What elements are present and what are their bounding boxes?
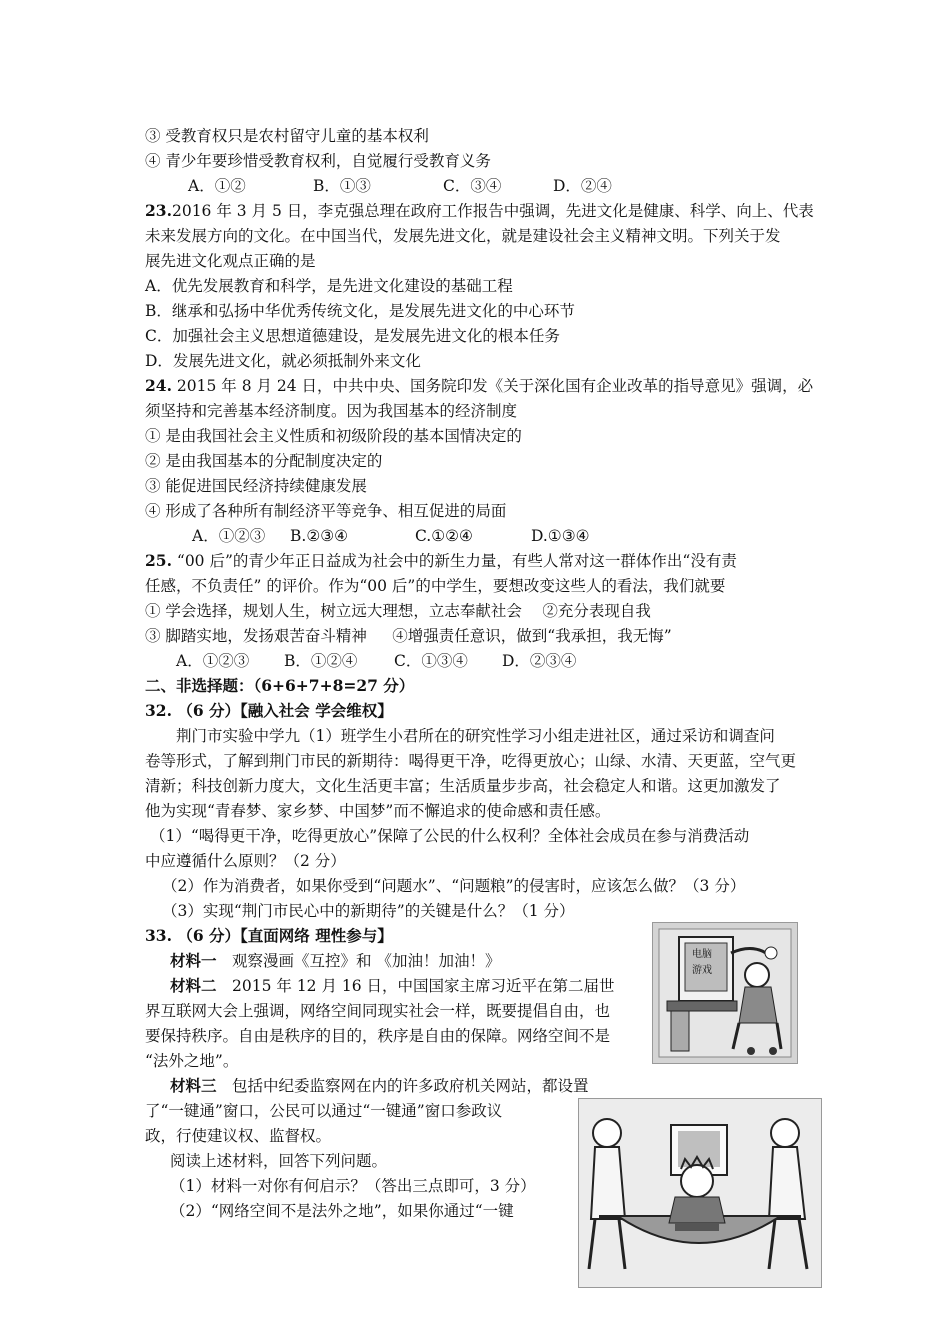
q22-options — [188, 175, 612, 197]
q22-option-c: C．③④ — [443, 177, 502, 195]
q33-instruction: 阅读上述材料，回答下列问题。 — [170, 1152, 388, 1170]
q32-material-line-3: 清新；科技创新力度大，文化生活更丰富；生活质量步步高，社会稳定人和谐。这更加激发了 — [145, 777, 781, 795]
q25-option-a: A．①②③ — [176, 652, 250, 670]
q24-option-c: C.①②④ — [415, 527, 473, 545]
cartoon-cheer-up-image — [578, 1098, 822, 1288]
q23-stem-line-3: 展先进文化观点正确的是 — [145, 252, 316, 270]
q33-question-1: （1）材料一对你有何启示？（答出三点即可，3 分） — [170, 1177, 536, 1195]
q23-option-b: B．继承和弘扬中华优秀传统文化，是发展先进文化的中心环节 — [145, 302, 575, 320]
q33-material-3-line-3: 政，行使建议权、监督权。 — [145, 1127, 332, 1145]
q25-stem-line-2: 任感，不负责任” 的评价。作为“00 后”的中学生，要想改变这些人的看法，我们就要 — [145, 577, 726, 595]
q24-stem-line-2: 须坚持和完善基本经济制度。因为我国基本的经济制度 — [145, 402, 518, 420]
q22-item-3: ③ 受教育权只是农村留守儿童的基本权利 — [145, 127, 429, 145]
q25-stem-line-1: 25. “00 后”的青少年正日益成为社会中的新生力量，有些人常对这一群体作出“没有责 — [145, 551, 737, 570]
cartoon-caption-line-1: 电脑 — [692, 949, 712, 960]
q33-m1-label: 材料一 — [170, 951, 217, 970]
q32-material-line-4: 他为实现“青春梦、家乡梦、中国梦”而不懈追求的使命感和责任感。 — [145, 802, 611, 820]
q24-option-a: A．①②③ — [192, 527, 266, 545]
q25-option-b: B．①②④ — [284, 652, 358, 670]
q33-material-2-line-2: 界互联网大会上强调，网络空间同现实社会一样，既要提倡自由，也 — [145, 1002, 611, 1020]
cartoon-mutual-control-drawing — [653, 923, 797, 1063]
q33-m3-label: 材料三 — [170, 1076, 217, 1095]
q32-header: 32. （6 分）【融入社会 学会维权】 — [145, 701, 393, 720]
q25-options — [176, 650, 576, 672]
q22-option-b: B．①③ — [313, 177, 371, 195]
q25-option-d: D．②③④ — [502, 652, 577, 670]
q33-material-2-line-3: 要保持秩序。自由是秩序的目的，秩序是自由的保障。网络空间不是 — [145, 1027, 611, 1045]
q23-option-d: D．发展先进文化，就必须抵制外来文化 — [145, 352, 421, 370]
q23-stem-line-1: 23.2016 年 3 月 5 日，李克强总理在政府工作报告中强调，先进文化是健康、科学、向上、代表 — [145, 201, 814, 220]
q23-option-a: A．优先发展教育和科学，是先进文化建设的基础工程 — [145, 277, 513, 295]
q32-question-1: （1）“喝得更干净，吃得更放心”保障了公民的什么权利？全体社会成员在参与消费活动 — [150, 827, 750, 845]
q32-question-3: （3）实现“荆门市民心中的新期待”的关键是什么？（1 分） — [162, 902, 575, 920]
q24-item-1: ① 是由我国社会主义性质和初级阶段的基本国情决定的 — [145, 427, 522, 445]
q24-option-b: B.②③④ — [290, 527, 349, 545]
q32-question-1-cont: 中应遵循什么原则？（2 分） — [145, 852, 346, 870]
q33-material-2-line-4: “法外之地”。 — [145, 1052, 239, 1070]
q24-item-4: ④ 形成了各种所有制经济平等竞争、相互促进的局面 — [145, 502, 507, 520]
q33-material-2-line-1: 材料二 2015 年 12 月 16 日，中国国家主席习近平在第二届世 — [170, 976, 615, 995]
q33-material-3-line-2: 了“一键通”窗口，公民可以通过“一键通”窗口参政议 — [145, 1102, 503, 1120]
q24-item-3: ③ 能促进国民经济持续健康发展 — [145, 477, 367, 495]
q24-number: 24. — [145, 376, 172, 395]
cartoon-mutual-control-image — [652, 922, 798, 1064]
q25-item-3-4: ③ 脚踏实地，发扬艰苦奋斗精神 ④增强责任意识，做到“我承担，我无悔” — [145, 627, 672, 645]
q23-stem-line-2: 未来发展方向的文化。在中国当代，发展先进文化，就是建设社会主义精神文明。下列关于发 — [145, 227, 781, 245]
q23-option-c: C．加强社会主义思想道德建设，是发展先进文化的根本任务 — [145, 327, 560, 345]
q25-item-1-2: ① 学会选择，规划人生，树立远大理想，立志奉献社会 ②充分表现自我 — [145, 602, 651, 620]
cartoon-cheer-up-drawing — [579, 1099, 821, 1287]
q32-material-line-2: 卷等形式，了解到荆门市民的新期待：喝得更干净，吃得更放心；山绿、水清、天更蓝，空气更 — [145, 752, 797, 770]
q33-m2-label: 材料二 — [170, 976, 217, 995]
q22-option-d: D．②④ — [553, 177, 612, 195]
q25-number: 25. — [145, 551, 172, 570]
q24-options — [192, 525, 590, 547]
q33-material-1: 材料一 观察漫画《互控》和 《加油！加油！》 — [170, 951, 501, 970]
section-2-title: 二、非选择题：（6+6+7+8=27 分） — [145, 676, 415, 695]
cartoon-caption-line-2: 游戏 — [692, 965, 712, 976]
q24-item-2: ② 是由我国基本的分配制度决定的 — [145, 452, 383, 470]
q33-header: 33. （6 分）【直面网络 理性参与】 — [145, 926, 393, 945]
q24-stem-line-1: 24. 2015 年 8 月 24 日，中共中央、国务院印发《关于深化国有企业改革的指导意见》强调，必 — [145, 376, 814, 395]
q32-question-2: （2）作为消费者，如果你受到“问题水”、“问题粮”的侵害时，应该怎么做？（3 分） — [162, 877, 746, 895]
q25-option-c: C．①③④ — [394, 652, 468, 670]
q24-option-d: D.①③④ — [531, 527, 590, 545]
q32-material-line-1: 荆门市实验中学九（1）班学生小君所在的研究性学习小组走进社区，通过采访和调查问 — [176, 727, 775, 745]
q22-item-4: ④ 青少年要珍惜受教育权利，自觉履行受教育义务 — [145, 152, 491, 170]
q23-number: 23. — [145, 201, 172, 220]
q33-question-2: （2）“网络空间不是法外之地”，如果你通过“一键 — [170, 1202, 514, 1220]
q22-option-a: A．①② — [188, 177, 246, 195]
q33-material-3-line-1: 材料三 包括中纪委监察网在内的许多政府机关网站，都设置 — [170, 1076, 589, 1095]
